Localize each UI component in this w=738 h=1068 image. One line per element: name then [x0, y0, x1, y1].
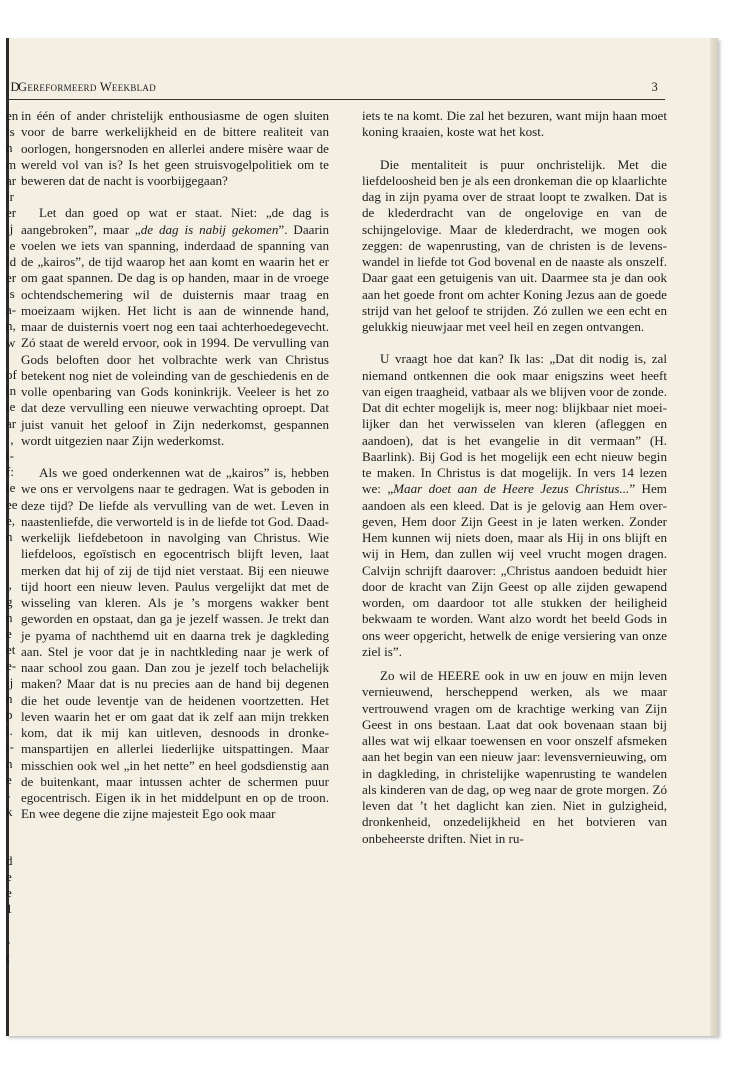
paragraph-mentaliteit: Die mentaliteit is puur onchristelijk. Met die liefdeloosheid ben je als een dronkeman die op klaarlichte dag in zijn pyama over de straat loopt te zwalken. Dat is de klederdracht van de ongelovige en van de schijngelovige. Maar de klederdracht, we mogen ook zeggen: de wapenrusting, van de christen is de levenswandel in liefde tot God bovenal en de naaste als onszelf. Daar gaat een getuigenis van uit. Daarmee sta je dan ook aan het goede front om achter Koning Jezus aan de goede strijd van het geloof te strijden. Zó zullen we een echt en gelukkig nieuwjaar met veel heil en zegen ontvangen. [362, 156, 667, 334]
margin-fragment: er [6, 269, 17, 285]
margin-fragment: m [6, 156, 17, 172]
right-column [362, 108, 667, 847]
margin-fragment: e, [6, 512, 16, 528]
margin-fragment: g [6, 593, 13, 609]
margin-fragment: e [6, 885, 12, 900]
margin-fragment: w [6, 334, 16, 350]
margin-fragment: p [6, 706, 13, 722]
margin-fragment: t [6, 949, 10, 965]
margin-fragment: e [6, 626, 12, 641]
margin-fragment [6, 561, 20, 577]
margin-fragment: ij [6, 221, 14, 237]
margin-fragment: d [6, 852, 13, 868]
margin-fragment: l- [6, 739, 14, 755]
margin-fragment: ’, [6, 431, 14, 447]
margin-fragment: - [6, 787, 11, 803]
italic-quote: de dag is nabij gekomen [140, 221, 279, 237]
margin-fragment: n [6, 140, 13, 156]
margin-fragment: is [6, 124, 15, 140]
margin-fragment: l- [6, 447, 14, 463]
margin-fragment: n [6, 609, 13, 625]
margin-fragment: ar [6, 415, 17, 431]
margin-fragment: „ [6, 577, 12, 593]
margin-fragment: a- [6, 302, 17, 318]
margin-fragment: ee [6, 496, 18, 512]
paragraph-heere: Zo wil de HEERE ook in uw en jouw en mijn leven vernieuwend, herscheppend werken, als we maar vertrouwend vragen om de krachtige werking van Zijn Geest in ons bestaan. Laat dat ook bovenaan staan bij alles wat wij elkaar toewensen en voor onszelf afsmeken aan het begin van een nieuw jaar: levensvernieuwing, om in dagkleding, in christelijke wapenrusting te wandelen als kinderen van de dag, op weg naar de grote morgen. Zó leven dat ’t het daglicht kan zien. Niet in gulzigheid, dronkenheid, onzedelijkheid en het botvieren van onbeheerste driften. Niet in ru- [362, 668, 667, 846]
margin-fragment: e- [6, 658, 17, 674]
margin-fragment: e [6, 868, 12, 884]
paragraph-continuation: in één of ander christelijk enthousiasme de ogen sluiten voor de barre werkelijkheid en de bittere realiteit van oorlogen, hongersnoden en allerlei andere misère waar de wereld vol van is? Is het geen struisvogelpolitiek om te beweren dat de nacht is voorbijgegaan? [21, 108, 329, 188]
margin-fragment: is [6, 286, 15, 302]
margin-fragment: ij [6, 674, 14, 690]
margin-fragment [6, 836, 20, 852]
paragraph-baarlink: U vraagt hoe dat kan? Ik las: „Dat dit nodig is, zal niemand ontkennen die ook maar enigszins weet heeft van eigen traagheid, vatbaar als we blijven voor de zonde. Dat dit echter mogelijk is, meer nog: blijkbaar niet moeilijker dan het verwisselen van kleren (afleggen en aandoen), dat is het evangelie in dit vermaan” (H. Baarlink). Bij God is het mogelijk een echt nieuw begin te maken. In Christus is dat mogelijk. In vers 14 lezen we: „Maar doet aan de Heere Jezus Christus...” Hem aandoen als een kleed. Dat is je gelovig aan Hem overgeven, Hem door Zijn Geest in je laten werken. Zonder Hem kunnen wij niets doen, maar als Hij in ons blijft en wij in Hem, dan zullen wij veel vrucht mogen dragen. Calvijn schrijft daarover: „Christus aandoen beduidt hier door de kracht van Zijn Geest op alle zijden gewapend worden, om daardoor tot alle stukken der heiligheid bekwaam te worden. Want alzo wordt het beeld Gods in ons weer opgericht, hetwelk de enige versiering van onze ziel is”. [362, 351, 667, 659]
page-right-edge [710, 38, 718, 1036]
left-column [21, 108, 329, 823]
italic-quote: Maar doet aan de Heere Jezus Christus... [393, 481, 630, 497]
margin-fragment: le [6, 237, 16, 253]
margin-fragment: le [6, 480, 16, 496]
margin-fragment [6, 351, 20, 367]
margin-fragment: er [6, 205, 17, 221]
margin-fragment [6, 545, 20, 561]
margin-fragment: f: [6, 464, 14, 480]
margin-fragment [6, 820, 20, 836]
margin-fragment: - [6, 933, 11, 949]
previous-page-fragments [6, 108, 20, 965]
margin-fragment: id [6, 253, 17, 269]
page-number: 3 [651, 80, 658, 94]
margin-fragment [6, 917, 20, 933]
margin-fragment: e [6, 771, 12, 787]
margin-fragment: ir [6, 188, 14, 204]
running-header [6, 80, 706, 94]
margin-fragment: n [6, 755, 13, 771]
margin-fragment: n, [6, 318, 16, 334]
margin-fragment: l. [6, 723, 13, 739]
header-left-fragment: ‘D [6, 80, 20, 94]
margin-fragment: ar [6, 172, 17, 188]
margin-fragment: in [6, 383, 17, 399]
margin-fragment: n [6, 528, 13, 544]
margin-fragment: k [6, 804, 13, 820]
margin-fragment: et [6, 642, 16, 658]
margin-fragment: 1 [6, 901, 13, 917]
paragraph-kairos-dag: Let dan goed op wat er staat. Niet: „de dag is aangebroken”, maar „de dag is nabij gekomen”. Daarin voelen we iets van spanning, inderdaad de spanning van de „kairos”, de tijd waarop het aan komt en waarin het er om gaat spannen. De dag is op handen, maar in de vroege ochtendschemering wil de duisternis maar traag en moeizaam wijken. Het licht is aan de winnende hand, maar de duisternis voert nog een taai achterhoedegevecht. Zó staat de wereld ervoor, ook in 1994. De vervulling van Gods beloften door het volbrachte werk van Christus betekent nog niet de voleinding van de geschiedenis en de volle openbaring van Gods koninkrijk. Veeleer is het zo dat deze vervulling een nieuwe verwachting oproept. Dat juist vanuit het geloof in Zijn nederkomst, gespannen wordt uitgezien naar Zijn wederkomst. [21, 205, 330, 448]
paragraph-haan: iets te na komt. Die zal het bezuren, want mijn haan moet koning kraaien, koste wat het kost. [362, 108, 667, 140]
margin-fragment: le [6, 399, 16, 415]
margin-fragment: of [6, 367, 17, 382]
margin-fragment: n [6, 690, 13, 706]
header-rule [6, 99, 665, 100]
paragraph-kleren: Als we goed onderkennen wat de „kairos” is, hebben we ons er vervolgens naar te gedragen. Wat is geboden in deze tijd? De liefde als vervulling van de wet. Leven in naastenliefde, die verworteld is in de liefde tot God. Daadwerkelijk liefdebetoon in navolging van Christus. Wie liefdeloos, egoïstisch en egocentrisch blijft leven, laat merken dat hij of zij de tijd niet verstaat. Bij een nieuwe tijd hoort een nieuw leven. Paulus vergelijkt dat met de wisseling van kleren. Als je ’s morgens wakker bent geworden en opstaat, dan ga je jezelf wassen. Je trekt dan je pyama of nachthemd uit en daarna trek je dagkleding aan. Stel je voor dat je in nachtkleding naar je werk of naar school zou gaan. Dan zou je jezelf toch belachelijk maken? Maar dat is nu precies aan de hand bij degenen die het oude leventje van de heidenen voortzetten. Het leven waarin het er om gaat dat ik zelf aan mijn trekken kom, dat ik mij kan uitleven, desnoods in dronkemanspartijen en allerlei liederlijke uitspattingen. Maar misschien ook wel „in het nette” en heel godsdienstig aan de buitenkant, maar intussen achter de schermen puur egocentrisch. Eigen ik in het middelpunt en op de troon. En wee degene die zijne majesteit Ego ook maar [21, 465, 329, 822]
publication-title: Gereformeerd Weekblad [18, 80, 157, 94]
margin-fragment: en [6, 108, 19, 123]
